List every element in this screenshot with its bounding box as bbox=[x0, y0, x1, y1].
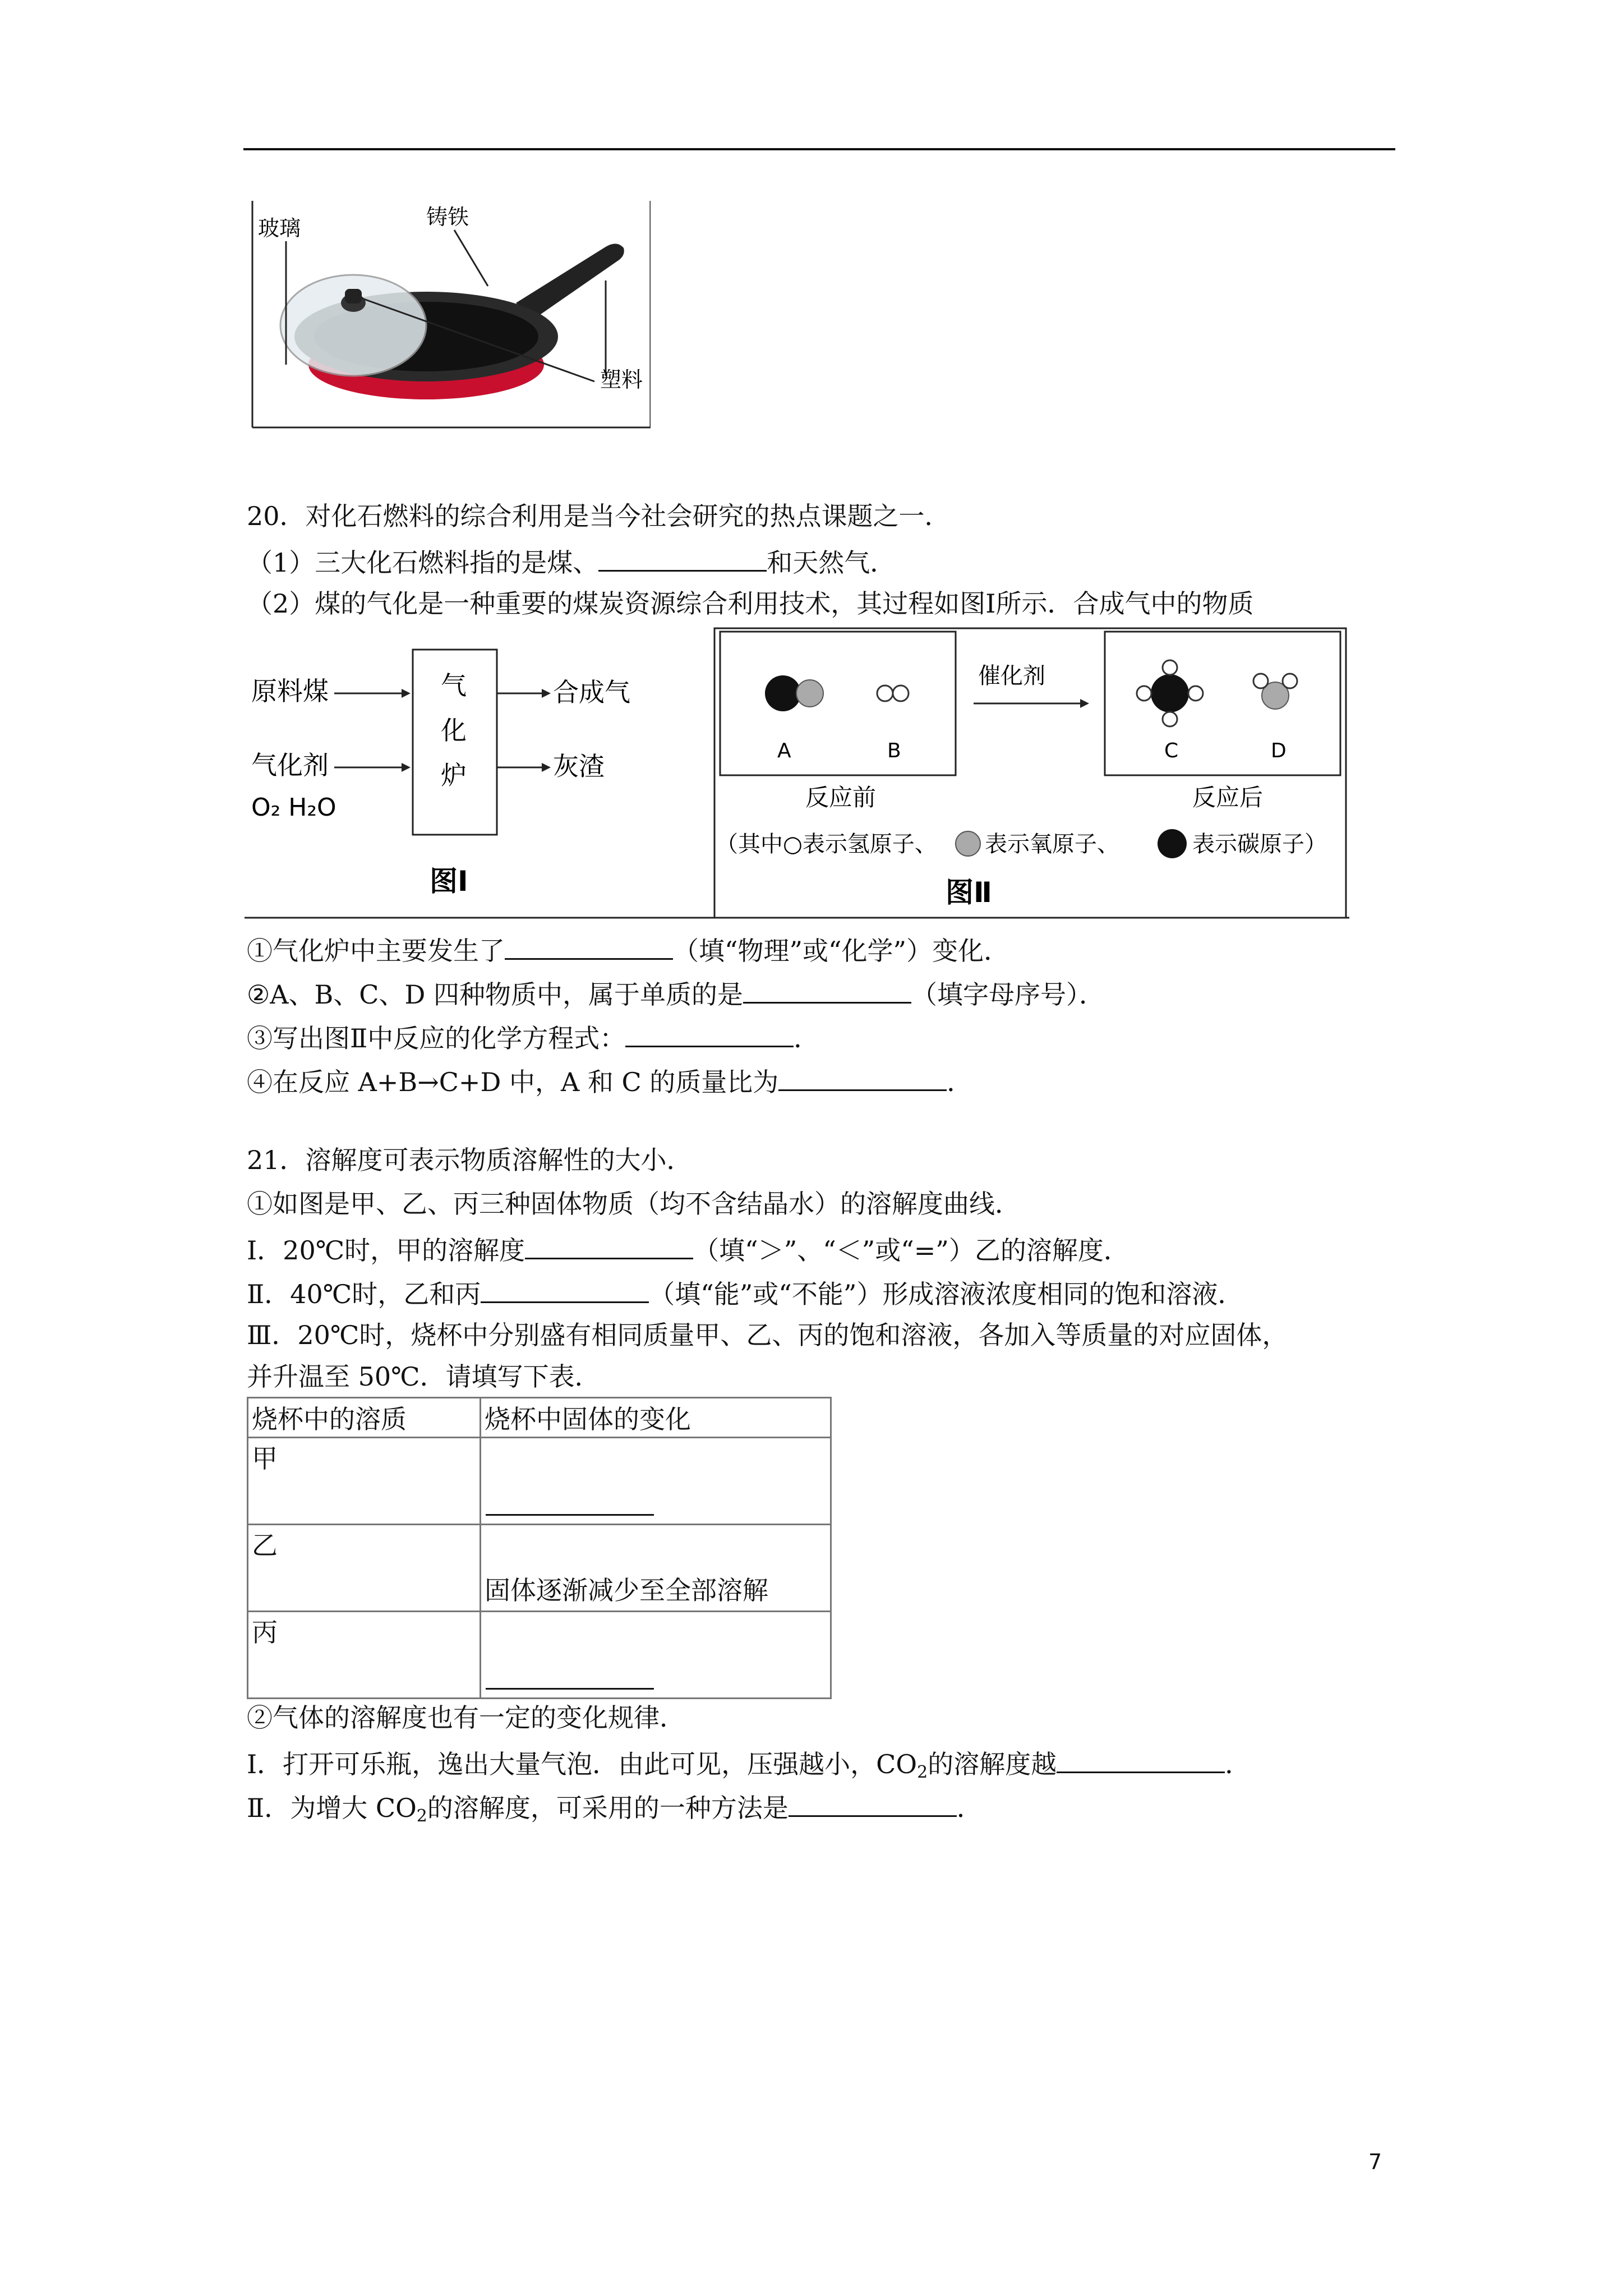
molecule-a-oxygen bbox=[796, 680, 823, 707]
q21-s2: ②气体的溶解度也有一定的变化规律． bbox=[247, 1703, 685, 1733]
table-cell-change bbox=[481, 1612, 831, 1699]
fig2-before-label: 反应前 bbox=[805, 784, 877, 811]
table-header-change: 烧杯中固体的变化 bbox=[481, 1398, 831, 1438]
fig2-label-a: A bbox=[777, 739, 791, 762]
label-cast-iron: 铸铁 bbox=[426, 205, 469, 229]
answer-blank[interactable] bbox=[486, 1688, 654, 1690]
fig1-furnace-char3: 炉 bbox=[441, 760, 467, 790]
q20-s1-pre: ①气化炉中主要发生了 bbox=[247, 936, 505, 966]
solubility-table bbox=[247, 1397, 832, 1699]
table-cell-solute: 甲 bbox=[248, 1438, 481, 1525]
q20-part1-post: 和天然气． bbox=[767, 547, 896, 578]
q21-ii-pre: Ⅱ．40℃时，乙和丙 bbox=[247, 1279, 481, 1309]
header-rule bbox=[243, 148, 1395, 150]
legend-oxygen-icon bbox=[956, 831, 980, 856]
answer-blank[interactable] bbox=[481, 1274, 649, 1303]
molecule-d-hydrogen bbox=[1283, 674, 1297, 688]
label-plastic: 塑料 bbox=[600, 367, 643, 392]
table-cell-solute: 乙 bbox=[248, 1525, 481, 1612]
molecule-d-hydrogen bbox=[1253, 674, 1268, 688]
q20-s1 bbox=[247, 931, 1009, 968]
table-header-solute: 烧杯中的溶质 bbox=[248, 1398, 481, 1438]
molecule-c-hydrogen bbox=[1163, 712, 1177, 726]
fig1-furnace-char2: 化 bbox=[441, 715, 467, 746]
table-cell-solute: 丙 bbox=[248, 1612, 481, 1699]
molecule-c-hydrogen bbox=[1188, 686, 1203, 701]
q21-g1 bbox=[247, 1745, 1251, 1789]
q20-s4-pre: ④在反应 A+B→C+D 中，A 和 C 的质量比为 bbox=[247, 1067, 779, 1097]
molecule-b-hydrogen bbox=[877, 685, 893, 701]
fig2-after-label: 反应后 bbox=[1192, 784, 1264, 811]
fig2-after-box bbox=[1105, 632, 1340, 775]
legend-carbon-icon bbox=[1158, 829, 1187, 858]
molecule-c-carbon bbox=[1151, 674, 1189, 712]
q21-g2-mid: 的溶解度，可采用的一种方法是 bbox=[427, 1793, 789, 1823]
gasification-diagram bbox=[245, 627, 1349, 919]
molecule-b-hydrogen bbox=[893, 685, 909, 701]
q21-g1-mid: 的溶解度越 bbox=[928, 1749, 1057, 1779]
table-row bbox=[248, 1438, 831, 1525]
fig2-catalyst: 催化剂 bbox=[978, 663, 1045, 689]
q20-part1-pre: （1）三大化石燃料指的是煤、 bbox=[247, 547, 599, 578]
q20-s2-pre: ②A、B、C、D 四种物质中，属于单质的是 bbox=[247, 979, 743, 1010]
q21-iii-line1: Ⅲ．20℃时，烧杯中分别盛有相同质量甲、乙、丙的饱和溶液，各加入等质量的对应固体， bbox=[247, 1320, 1288, 1350]
fig2-legend-carbon: 表示碳原子） bbox=[1192, 831, 1327, 857]
fig2-caption: 图Ⅱ bbox=[946, 876, 992, 909]
table-cell-change bbox=[481, 1525, 831, 1612]
q21-g1-post: ． bbox=[1225, 1749, 1251, 1779]
fig2-label-d: D bbox=[1271, 739, 1287, 762]
q20-s4 bbox=[247, 1062, 972, 1099]
fig1-output-ash: 灰渣 bbox=[553, 751, 605, 781]
q21-ii-post: （填“能”或“不能”）形成溶液浓度相同的饱和溶液． bbox=[649, 1279, 1244, 1309]
fig1-caption: 图Ⅰ bbox=[430, 865, 468, 898]
q21-i bbox=[247, 1231, 1129, 1267]
answer-blank[interactable] bbox=[505, 931, 673, 960]
q20-part1 bbox=[247, 543, 896, 579]
q21-i-pre: Ⅰ．20℃时，甲的溶解度 bbox=[247, 1235, 525, 1266]
q20-title: 20．对化石燃料的综合利用是当今社会研究的热点课题之一． bbox=[247, 501, 951, 531]
fig1-agent-formulas: O₂ H₂O bbox=[251, 793, 336, 822]
q21-g2-pre: Ⅱ．为增大 CO bbox=[247, 1793, 417, 1823]
answer-blank[interactable] bbox=[598, 543, 767, 572]
molecule-a-carbon bbox=[765, 675, 801, 711]
subscript-2: 2 bbox=[917, 1763, 928, 1782]
q21-ii bbox=[247, 1274, 1243, 1311]
table-cell-change bbox=[481, 1438, 831, 1525]
figure-gasification bbox=[245, 627, 1349, 919]
molecule-c-hydrogen bbox=[1163, 660, 1177, 675]
answer-blank[interactable] bbox=[789, 1788, 957, 1817]
q21-title: 21．溶解度可表示物质溶解性的大小． bbox=[247, 1145, 693, 1175]
table-row bbox=[248, 1612, 831, 1699]
pan-illustration bbox=[247, 196, 651, 432]
fig2-label-b: B bbox=[887, 739, 901, 762]
label-glass: 玻璃 bbox=[258, 216, 301, 241]
q20-s3 bbox=[247, 1019, 819, 1055]
q20-s1-post: （填“物理”或“化学”）变化． bbox=[673, 936, 1010, 966]
subscript-2: 2 bbox=[416, 1806, 427, 1826]
answer-blank[interactable] bbox=[1057, 1745, 1225, 1773]
answer-blank[interactable] bbox=[525, 1231, 693, 1259]
q20-s4-post: ． bbox=[947, 1067, 973, 1097]
q21-i-post: （填“＞”、“＜”或“=”）乙的溶解度． bbox=[693, 1235, 1129, 1266]
q20-s3-pre: ③写出图Ⅱ中反应的化学方程式： bbox=[247, 1023, 626, 1053]
q20-part2: （2）煤的气化是一种重要的煤炭资源综合利用技术，其过程如图Ⅰ所示．合成气中的物质 bbox=[247, 588, 1254, 619]
answer-blank[interactable] bbox=[778, 1062, 947, 1091]
fig2-legend-hydrogen: （其中○表示氢原子、 bbox=[716, 831, 937, 857]
fig1-furnace-char1: 气 bbox=[441, 670, 467, 701]
fig2-legend-oxygen: 表示氧原子、 bbox=[985, 831, 1119, 857]
fig1-input-coal: 原料煤 bbox=[251, 676, 329, 706]
q21-g2 bbox=[247, 1788, 983, 1833]
table-cell-change-text: 固体逐渐减少至全部溶解 bbox=[485, 1575, 768, 1605]
pan-figure bbox=[247, 196, 651, 432]
fig1-output-syngas: 合成气 bbox=[553, 677, 630, 707]
q21-s1: ①如图是甲、乙、丙三种固体物质（均不含结晶水）的溶解度曲线． bbox=[247, 1189, 1021, 1219]
answer-blank[interactable] bbox=[486, 1514, 654, 1516]
q21-g1-pre: Ⅰ．打开可乐瓶，逸出大量气泡．由此可见，压强越小，CO bbox=[247, 1749, 917, 1779]
answer-blank[interactable] bbox=[625, 1019, 794, 1047]
q20-s2 bbox=[247, 975, 1105, 1011]
q20-s3-post: ． bbox=[794, 1023, 820, 1053]
q21-g2-post: ． bbox=[956, 1793, 983, 1823]
page-number: 7 bbox=[1368, 2150, 1382, 2174]
answer-blank[interactable] bbox=[743, 975, 911, 1004]
q21-iii-line2: 并升温至 50℃．请填写下表． bbox=[247, 1361, 601, 1392]
fig1-input-agent: 气化剂 bbox=[251, 750, 329, 780]
q20-s2-post: （填字母序号）． bbox=[911, 979, 1105, 1010]
table-row bbox=[248, 1525, 831, 1612]
fig2-label-c: C bbox=[1164, 739, 1179, 762]
molecule-c-hydrogen bbox=[1137, 686, 1151, 701]
fig2-before-box bbox=[720, 632, 956, 775]
